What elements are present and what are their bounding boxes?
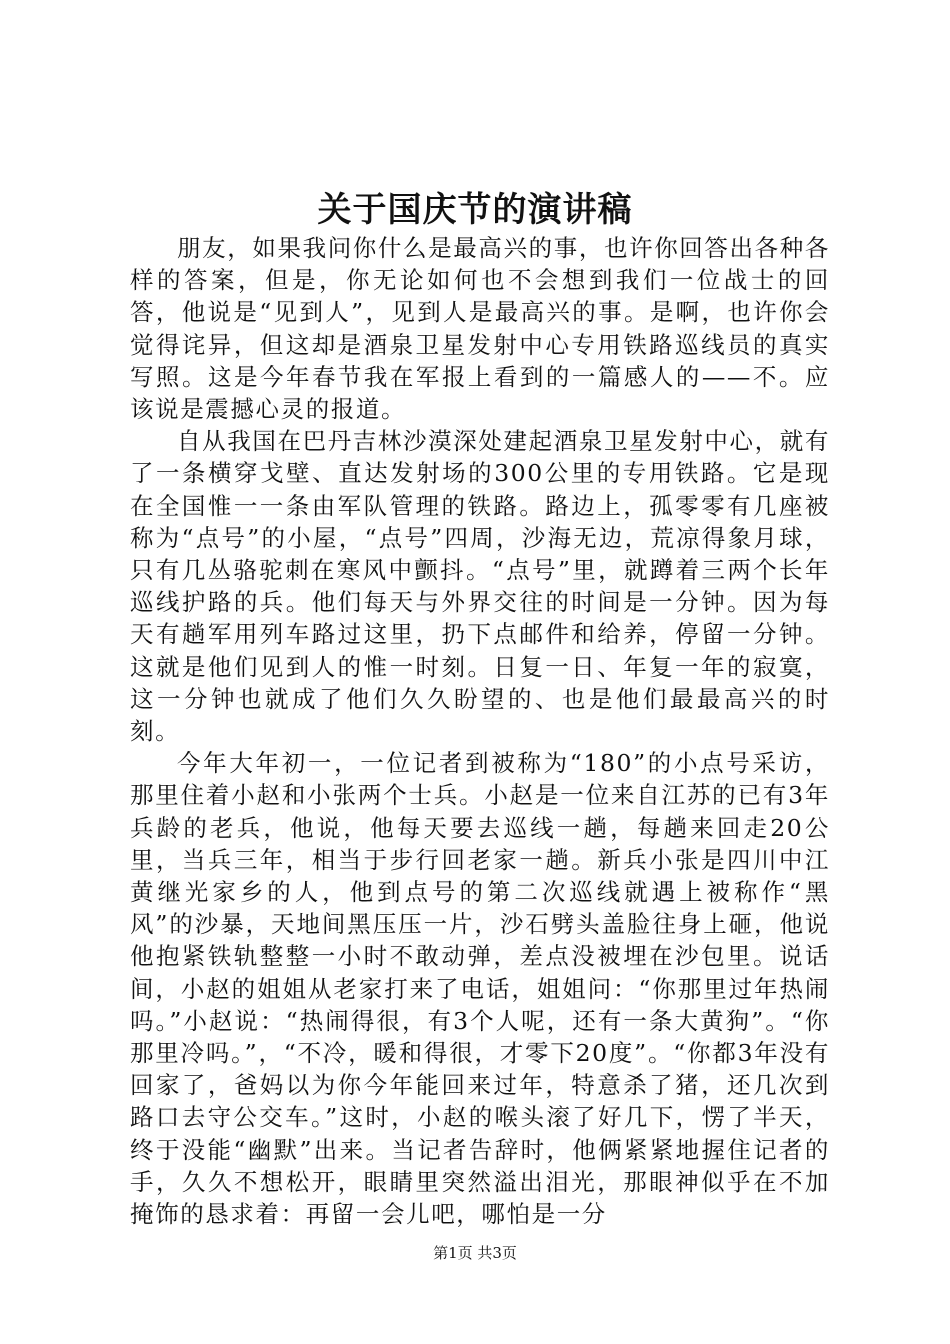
paragraph: 自从我国在巴丹吉林沙漠深处建起酒泉卫星发射中心，就有了一条横穿戈壁、直达发射场的300公里的专用铁路。它是现在全国惟一一条由军队管理的铁路。路边上，孤零零有几座被称为“点号”的小屋，“点号”四周，沙海无边，荒凉得象月球，只有几丛骆驼刺在寒风中颤抖。“点号”里，就蹲着三两个长年巡线护路的兵。他们每天与外界交往的时间是一分钟。因为每天有趟军用列车路过这里，扔下点邮件和给养，停留一分钟。这就是他们见到人的惟一时刻。日复一日、年复一年的寂寞，这一分钟也就成了他们久久盼望的、也是他们最最高兴的时刻。 xyxy=(130,427,830,746)
document-title: 关于国庆节的演讲稿 xyxy=(317,190,633,230)
paragraph: 今年大年初一，一位记者到被称为“180”的小点号采访，那里住着小赵和小张两个士兵。小赵是一位来自江苏的已有3年兵龄的老兵，他说，他每天要去巡线一趟，每趟来回走20公里，当兵三年，相当于步行回老家一趟。新兵小张是四川中江黄继光家乡的人，他到点号的第二次巡线就遇上被称作“黑风”的沙暴，天地间黑压压一片，沙石劈头盖脸往身上砸，他说他抱紧铁轨整整一小时不敢动弹，差点没被埋在沙包里。说话间，小赵的姐姐从老家打来了电话，姐姐问：“你那里过年热闹吗。”小赵说：“热闹得很，有3个人呢，还有一条大黄狗”。“你那里冷吗。”，“不冷，暖和得很，才零下20度”。“你都3年没有回家了，爸妈以为你今年能回来过年，特意杀了猪，还几次到路口去守公交车。”这时，小赵的喉头滚了好几下，愣了半天，终于没能“幽默”出来。当记者告辞时，他俩紧紧地握住记者的手，久久不想松开，眼睛里突然溢出泪光，那眼神似乎在不加掩饰的恳求着：再留一会儿吧，哪怕是一分 xyxy=(130,749,830,1229)
paragraph: 朋友，如果我问你什么是最高兴的事，也许你回答出各种各样的答案，但是，你无论如何也不会想到我们一位战士的回答，他说是“见到人”，见到人是最高兴的事。是啊，也许你会觉得诧异，但这却是酒泉卫星发射中心专用铁路巡线员的真实写照。这是今年春节我在军报上看到的一篇感人的——不。应该说是震撼心灵的报道。 xyxy=(130,234,830,424)
document-body xyxy=(130,232,830,1230)
page-number-footer: 第1页 共3页 xyxy=(433,1244,517,1262)
